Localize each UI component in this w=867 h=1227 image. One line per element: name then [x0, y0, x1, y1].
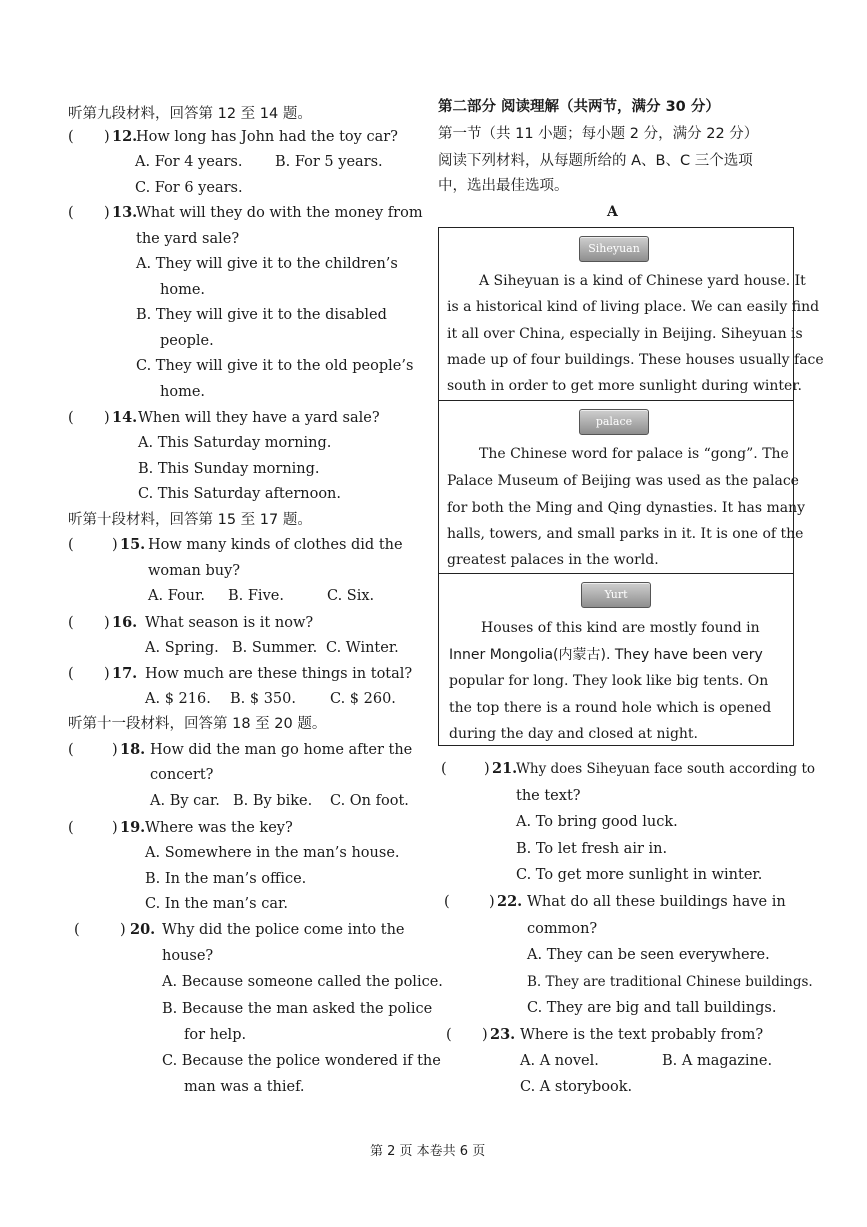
q13-option-b-line1[interactable]: B. They will give it to the disabled	[136, 307, 387, 323]
q12-question: How long has John had the toy car?	[136, 129, 398, 145]
q20-option-a[interactable]: A. Because someone called the police.	[162, 974, 443, 990]
q20-question-line2: house?	[162, 948, 214, 964]
q23-option-c[interactable]: C. A storybook.	[520, 1079, 633, 1095]
q15-number: 15.	[120, 536, 146, 553]
q13-option-c-line1[interactable]: C. They will give it to the old people’s	[136, 358, 414, 374]
q17-option-b[interactable]: B. $ 350.	[230, 691, 296, 707]
q21-question-line2: the text?	[516, 788, 581, 804]
q12-option-c[interactable]: C. For 6 years.	[135, 180, 243, 196]
q14-answer-bracket-close: )	[104, 410, 110, 426]
q20-answer-bracket-open[interactable]: (	[74, 922, 80, 938]
yurt-tag: Yurt	[581, 582, 651, 608]
passage-box	[438, 227, 824, 746]
siheyuan-tag: Siheyuan	[579, 236, 649, 262]
q17-option-c[interactable]: C. $ 260.	[330, 691, 396, 707]
section1-heading: 第一节（共 11 小题；每小题 2 分，满分 22 分）	[438, 126, 759, 142]
q20-option-b-line1[interactable]: B. Because the man asked the police	[162, 1001, 433, 1017]
q21-answer-bracket-close: )	[484, 761, 490, 777]
passage2-line4: halls, towers, and small parks in it. It is one of the	[447, 526, 804, 542]
q18-number: 18.	[120, 741, 146, 758]
q17-option-a[interactable]: A. $ 216.	[145, 691, 211, 707]
q23-answer-bracket-close: )	[482, 1027, 488, 1043]
q18-question-line2: concert?	[150, 767, 214, 783]
passage2-line2: Palace Museum of Beijing was used as the palace	[447, 473, 799, 489]
q13-number: 13.	[112, 204, 138, 221]
q18-question-line1: How did the man go home after the	[150, 742, 413, 758]
passage1-line2: is a historical kind of living place. We can easily find	[447, 299, 820, 315]
q18-option-a[interactable]: A. By car.	[150, 793, 220, 809]
q20-answer-bracket-close: )	[120, 922, 126, 938]
q12-option-a[interactable]: A. For 4 years.	[135, 154, 243, 170]
q13-question-line1: What will they do with the money from	[136, 205, 423, 221]
q15-question-line2: woman buy?	[148, 563, 241, 579]
q18-option-c[interactable]: C. On foot.	[330, 793, 409, 809]
q15-option-b[interactable]: B. Five.	[228, 588, 284, 604]
q19-question: Where was the key?	[145, 820, 293, 836]
q19-option-b[interactable]: B. In the man’s office.	[145, 871, 307, 887]
part2-heading: 第二部分 阅读理解（共两节，满分 30 分）	[438, 99, 720, 115]
q21-option-b[interactable]: B. To let fresh air in.	[516, 841, 668, 857]
q17-answer-bracket-open[interactable]: (	[68, 666, 74, 682]
q18-answer-bracket-open[interactable]: (	[68, 742, 74, 758]
q22-option-b[interactable]: B. They are traditional Chinese buildings.	[527, 974, 813, 990]
q18-option-b[interactable]: B. By bike.	[233, 793, 313, 809]
section11-heading: 听第十一段材料，回答第 18 至 20 题。	[68, 716, 327, 732]
section9-heading: 听第九段材料，回答第 12 至 14 题。	[68, 106, 312, 122]
q16-answer-bracket-open[interactable]: (	[68, 615, 74, 631]
q19-answer-bracket-open[interactable]: (	[68, 820, 74, 836]
q13-option-a-line1[interactable]: A. They will give it to the children’s	[136, 256, 398, 272]
q22-option-c[interactable]: C. They are big and tall buildings.	[527, 1000, 777, 1016]
q13-option-a-line2: home.	[160, 282, 206, 298]
q20-option-b-line2: for help.	[184, 1027, 247, 1043]
q17-question: How much are these things in total?	[145, 666, 413, 682]
q23-option-a[interactable]: A. A novel.	[520, 1053, 599, 1069]
q21-option-a[interactable]: A. To bring good luck.	[516, 814, 678, 830]
passage1-line4: made up of four buildings. These houses usually face	[447, 352, 824, 368]
q22-number: 22.	[497, 893, 523, 910]
q20-option-c-line2: man was a thief.	[184, 1079, 305, 1095]
q16-option-b[interactable]: B. Summer.	[232, 640, 318, 656]
q16-question: What season is it now?	[145, 615, 314, 631]
passage3-line4: the top there is a round hole which is opened	[449, 700, 772, 716]
q23-answer-bracket-open[interactable]: (	[446, 1027, 452, 1043]
q12-option-b[interactable]: B. For 5 years.	[275, 154, 383, 170]
q14-option-a[interactable]: A. This Saturday morning.	[138, 435, 332, 451]
q15-question-line1: How many kinds of clothes did the	[148, 537, 403, 553]
q13-option-c-line2: home.	[160, 384, 206, 400]
q13-answer-bracket-close: )	[104, 205, 110, 221]
q15-option-a[interactable]: A. Four.	[148, 588, 205, 604]
q13-option-b-line2: people.	[160, 333, 214, 349]
q19-option-c[interactable]: C. In the man’s car.	[145, 896, 288, 912]
q16-option-a[interactable]: A. Spring.	[145, 640, 219, 656]
q22-question-line1: What do all these buildings have in	[527, 894, 786, 910]
q18-answer-bracket-close: )	[112, 742, 118, 758]
passage3-line2: Inner Mongolia(内蒙古). They have been very	[449, 647, 763, 663]
instruction-line2: 中，选出最佳选项。	[438, 178, 569, 194]
passage2-line5: greatest palaces in the world.	[447, 552, 659, 568]
q16-option-c[interactable]: C. Winter.	[326, 640, 399, 656]
q21-question-line1: Why does Siheyuan face south according to	[516, 761, 816, 777]
q22-question-line2: common?	[527, 921, 598, 937]
passage3-line3: popular for long. They look like big tents. On	[449, 673, 769, 689]
q19-option-a[interactable]: A. Somewhere in the man’s house.	[145, 845, 400, 861]
q15-answer-bracket-close: )	[112, 537, 118, 553]
passage1-line1: A Siheyuan is a kind of Chinese yard house. It	[479, 273, 806, 289]
q23-option-b[interactable]: B. A magazine.	[662, 1053, 773, 1069]
q12-answer-bracket-close: )	[104, 129, 110, 145]
q13-answer-bracket-open[interactable]: (	[68, 205, 74, 221]
q23-number: 23.	[490, 1026, 516, 1043]
q22-answer-bracket-close: )	[489, 894, 495, 910]
passage3-line5: during the day and closed at night.	[449, 726, 698, 742]
passage2-line1: The Chinese word for palace is “gong”. The	[479, 446, 789, 462]
q13-question-line2: the yard sale?	[136, 231, 240, 247]
q14-number: 14.	[112, 409, 138, 426]
passage1-line3: it all over China, especially in Beijing. Siheyuan is	[447, 326, 803, 342]
palace-tag: palace	[579, 409, 649, 435]
q14-question: When will they have a yard sale?	[138, 410, 380, 426]
q22-answer-bracket-open[interactable]: (	[444, 894, 450, 910]
q14-answer-bracket-open[interactable]: (	[68, 410, 74, 426]
page-footer: 第 2 页 本卷共 6 页	[370, 1144, 486, 1159]
q22-option-a[interactable]: A. They can be seen everywhere.	[527, 947, 770, 963]
q21-number: 21.	[492, 760, 518, 777]
q17-number: 17.	[112, 665, 138, 682]
q15-answer-bracket-open[interactable]: (	[68, 537, 74, 553]
q15-option-c[interactable]: C. Six.	[327, 588, 375, 604]
passage3-line1: Houses of this kind are mostly found in	[481, 620, 760, 636]
q23-question: Where is the text probably from?	[520, 1027, 764, 1043]
passage1-line5: south in order to get more sunlight during winter.	[447, 378, 802, 394]
instruction-line1: 阅读下列材料，从每题所给的 A、B、C 三个选项	[438, 153, 753, 169]
q16-number: 16.	[112, 614, 138, 631]
q21-option-c[interactable]: C. To get more sunlight in winter.	[516, 867, 763, 883]
passage-divider-2	[439, 573, 793, 574]
q14-option-b[interactable]: B. This Sunday morning.	[138, 461, 320, 477]
section10-heading: 听第十段材料，回答第 15 至 17 题。	[68, 512, 312, 528]
q14-option-c[interactable]: C. This Saturday afternoon.	[138, 486, 341, 502]
q21-answer-bracket-open[interactable]: (	[441, 761, 447, 777]
q20-question-line1: Why did the police come into the	[162, 922, 405, 938]
q19-number: 19.	[120, 819, 146, 836]
q12-number: 12.	[112, 128, 138, 145]
q20-number: 20.	[130, 921, 156, 938]
passage-title: A	[607, 204, 618, 220]
q16-answer-bracket-close: )	[104, 615, 110, 631]
q17-answer-bracket-close: )	[104, 666, 110, 682]
q19-answer-bracket-close: )	[112, 820, 118, 836]
passage2-line3: for both the Ming and Qing dynasties. It has many	[447, 500, 806, 516]
q12-answer-bracket-open[interactable]: (	[68, 129, 74, 145]
q20-option-c-line1[interactable]: C. Because the police wondered if the	[162, 1053, 441, 1069]
passage-divider-1	[439, 400, 793, 401]
